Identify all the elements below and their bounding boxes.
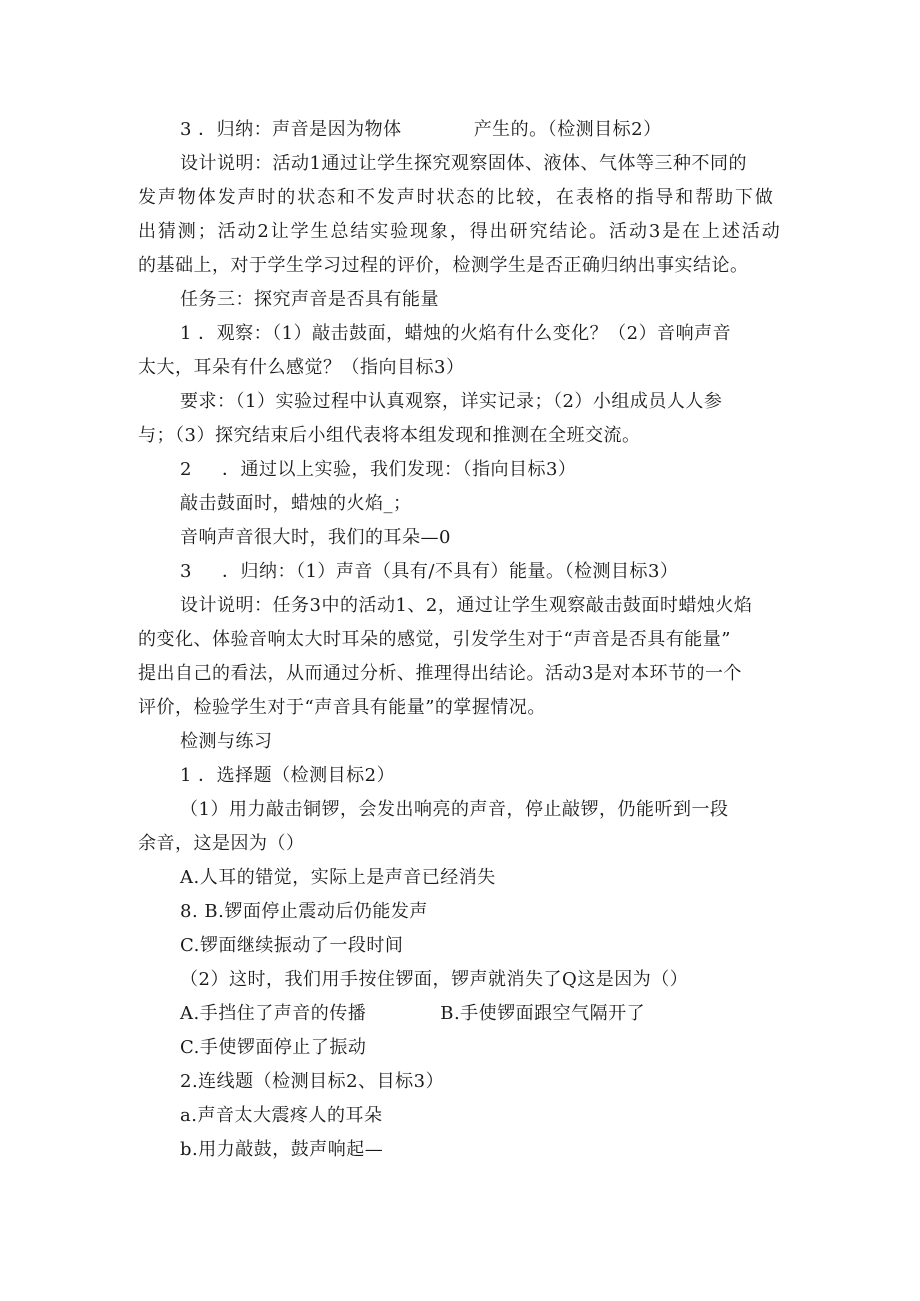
text-line: 敲击鼓面时，蜡烛的火焰_； <box>180 493 412 514</box>
text-segment: ．归纳：（1）声音（具有/不具有）能量。（检测目标3） <box>221 561 679 582</box>
text-line: 太大，耳朵有什么感觉？（指向目标3） <box>138 357 465 378</box>
text-line: 余音，这是因为（） <box>138 833 305 854</box>
text-line: 提出自己的看法，从而通过分析、推理得出结论。活动3是对本环节的一个 <box>138 663 742 684</box>
text-line: 与；（3）探究结束后小组代表将本组发现和推测在全班交流。 <box>138 425 641 446</box>
text-line <box>180 560 678 584</box>
text-segment: 产生的。（检测目标2） <box>473 119 662 140</box>
text-segment: 2 <box>180 459 192 480</box>
text-line: 设计说明：任务3中的活动1、2，通过让学生观察敲击鼓面时蜡烛火焰 <box>180 595 753 616</box>
text-line: 1 ．选择题（检测目标2） <box>180 765 396 786</box>
text-line: （1）用力敲击铜锣，会发出响亮的声音，停止敲锣，仍能听到一段 <box>180 799 729 820</box>
text-line: 的变化、体验音响太大时耳朵的感觉，引发学生对于“声音是否具有能量” <box>138 629 731 650</box>
text-line: 出猜测；活动2让学生总结实验现象，得出研究结论。活动3是在上述活动 <box>138 221 782 242</box>
text-segment: A.手挡住了声音的传播 <box>180 1003 367 1024</box>
text-segment: B.手使锣面跟空气隔开了 <box>440 1003 646 1024</box>
text-line: C.手使锣面停止了振动 <box>180 1037 367 1058</box>
text-segment: ．通过以上实验，我们发现：（指向目标3） <box>221 459 577 480</box>
text-line: 设计说明：活动1通过让学生探究观察固体、液体、气体等三种不同的 <box>180 153 747 174</box>
text-line <box>180 118 662 142</box>
text-line: b.用力敲鼓，鼓声响起— <box>180 1139 384 1160</box>
text-line <box>180 1002 645 1026</box>
text-line: 发声物体发声时的状态和不发声时状态的比较，在表格的指导和帮助下做 <box>138 187 775 208</box>
text-line: 音响声音很大时，我们的耳朵—0 <box>180 527 451 548</box>
text-line: 8. B.锣面停止震动后仍能发声 <box>180 901 428 922</box>
text-line: 评价，检验学生对于“声音具有能量”的掌握情况。 <box>138 697 546 718</box>
text-line: C.锣面继续振动了一段时间 <box>180 935 404 956</box>
text-line: 1 ．观察：（1）敲击鼓面，蜡烛的火焰有什么变化？（2）音响声音 <box>180 323 732 344</box>
text-line: 2.连线题（检测目标2、目标3） <box>180 1071 445 1092</box>
section-heading: 检测与练习 <box>180 731 273 752</box>
text-line <box>180 458 576 482</box>
text-segment: 3 <box>180 561 192 582</box>
text-line: a.声音太大震疼人的耳朵 <box>180 1105 383 1126</box>
text-line: A.人耳的错觉，实际上是声音已经消失 <box>180 867 496 888</box>
text-line: 的基础上，对于学生学习过程的评价，检测学生是否正确归纳出事实结论。 <box>138 255 749 276</box>
text-line: 要求：（1）实验过程中认真观察，详实记录；（2）小组成员人人参 <box>180 391 723 412</box>
text-segment: 3 ．归纳：声音是因为物体 <box>180 119 402 140</box>
text-line: （2）这时，我们用手按住锣面，锣声就消失了Q这是因为（） <box>180 969 689 990</box>
section-heading: 任务三：探究声音是否具有能量 <box>180 289 439 310</box>
